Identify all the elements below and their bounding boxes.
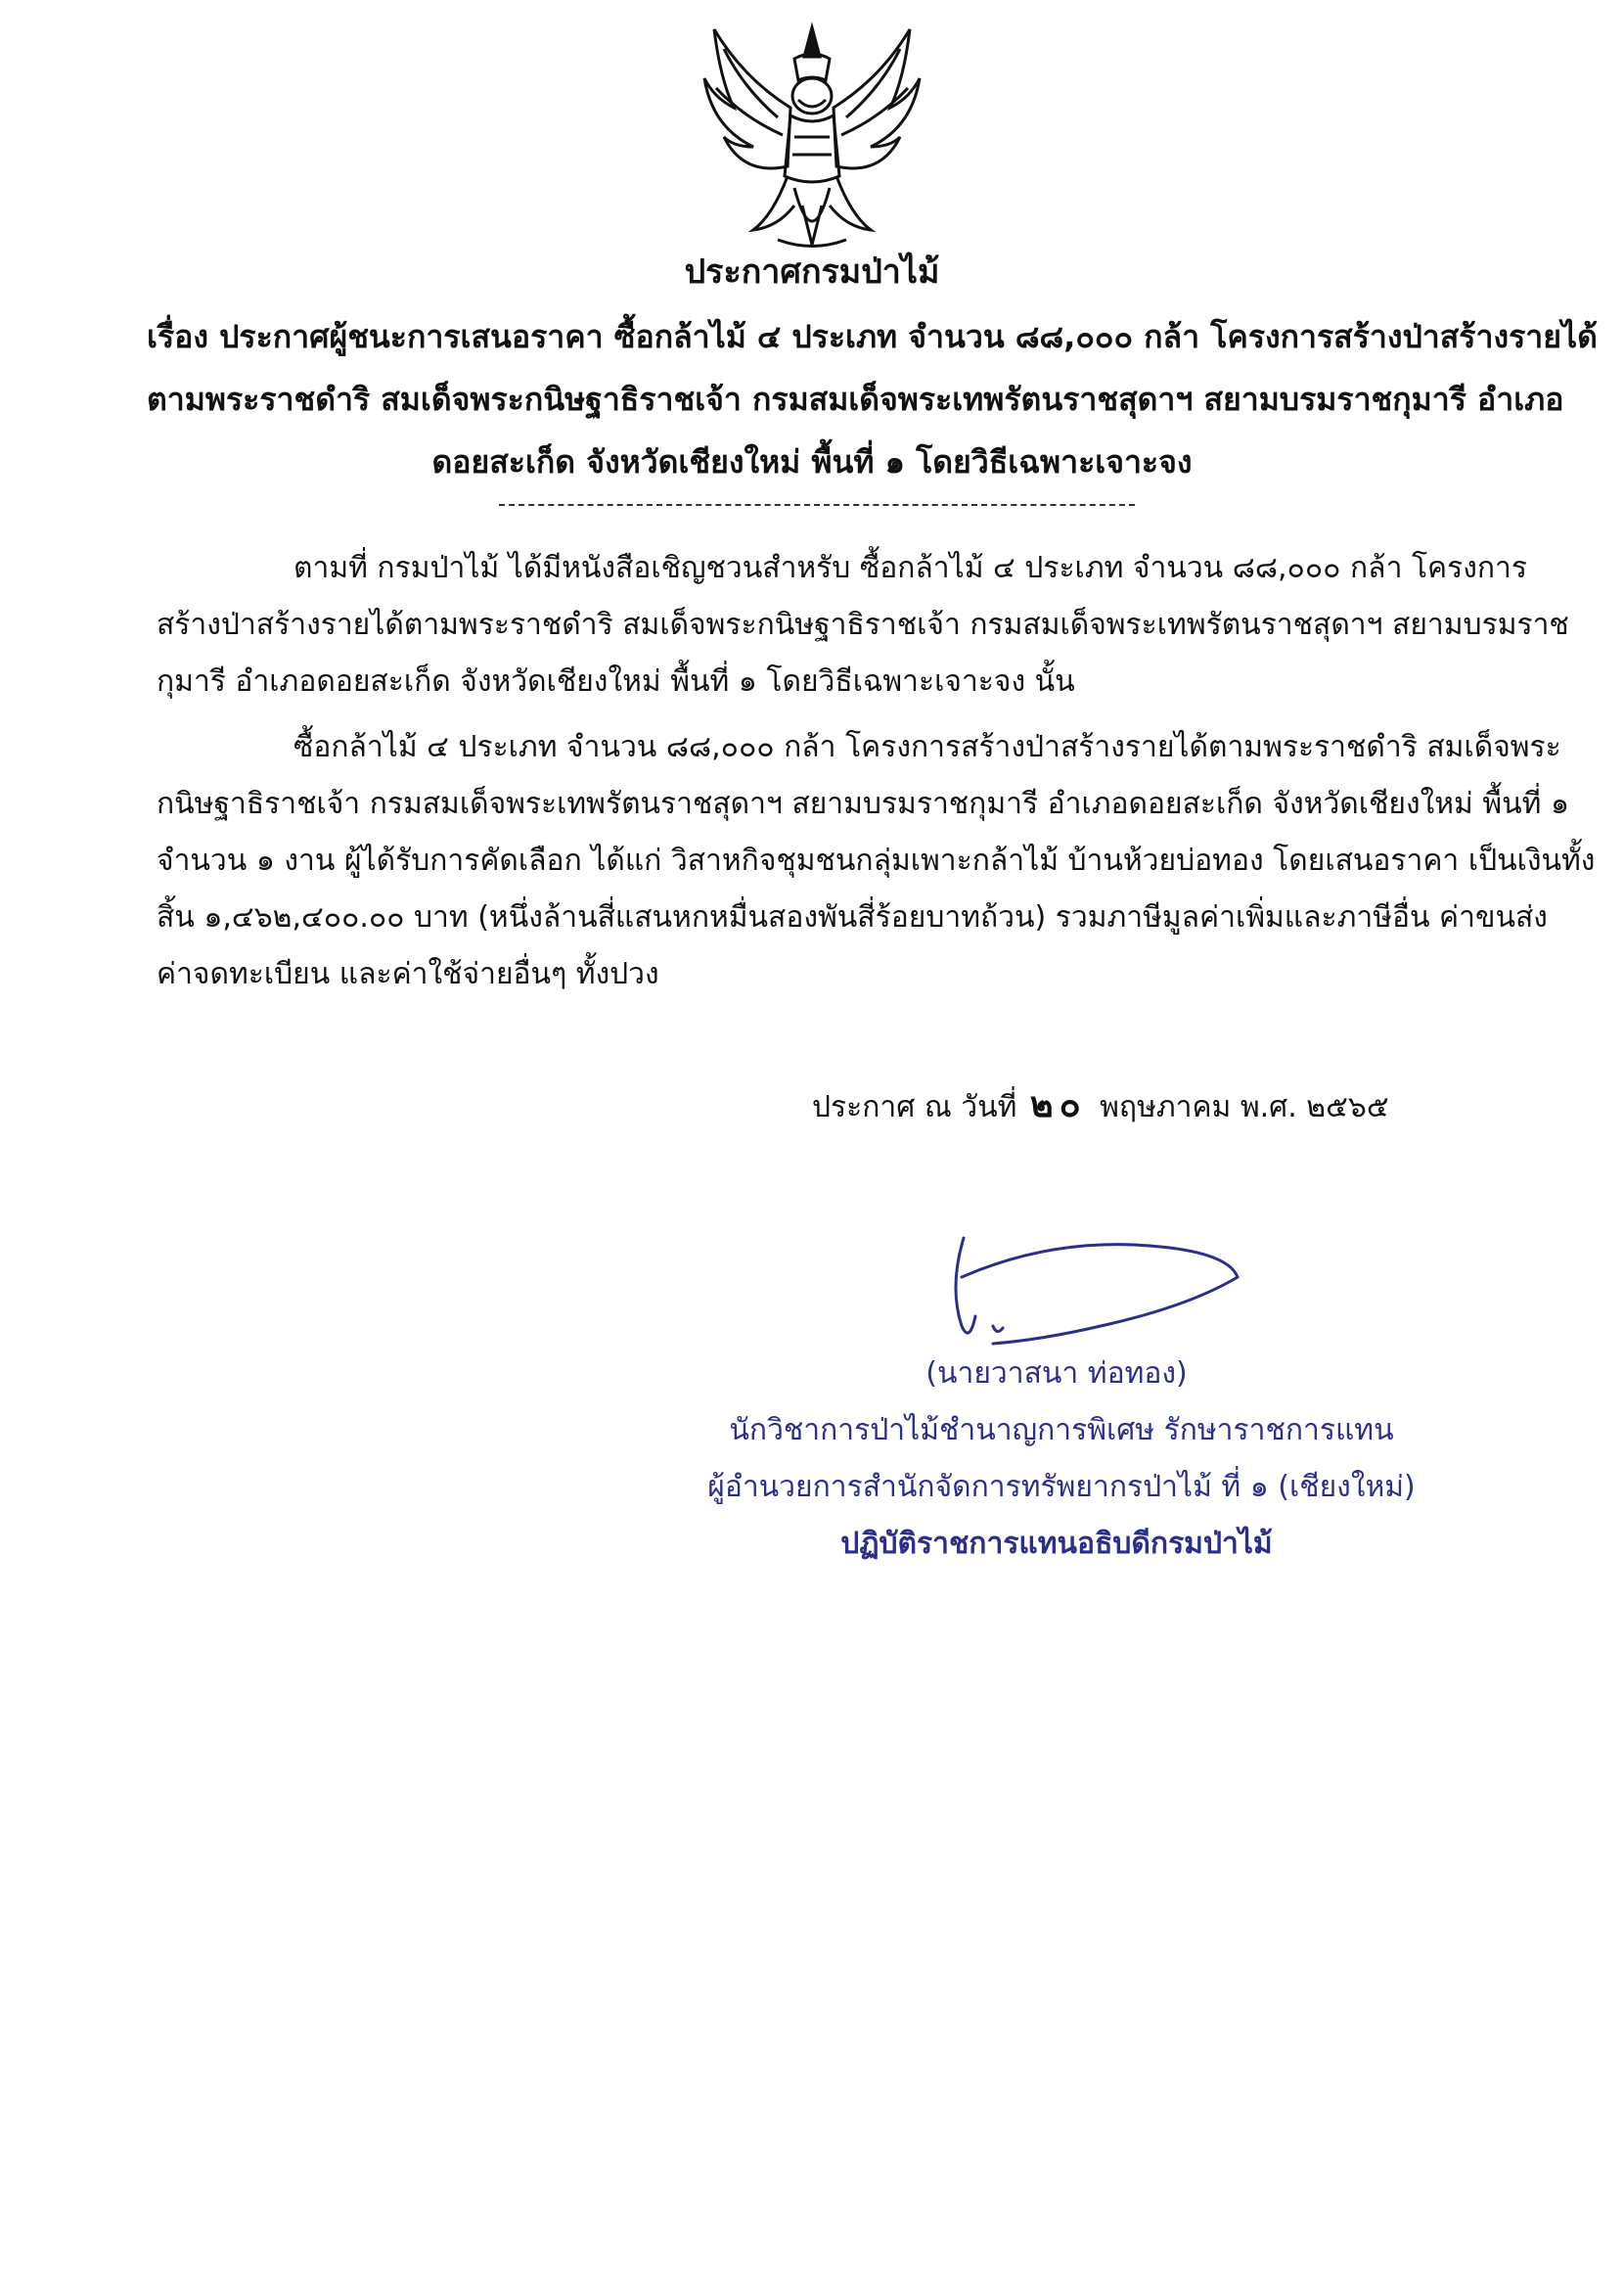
paragraph-line: ซื้อกล้าไม้ ๔ ประเภท จำนวน ๘๘,๐๐๐ กล้า โครงการสร้างป่าสร้างรายได้ตามพระราชดำริ สมเด็จพระ <box>293 730 1561 764</box>
signer-position: นักวิชาการป่าไม้ชำนาญการพิเศษ รักษาราชการแทน <box>729 1413 1394 1447</box>
paragraph-line: สิ้น ๑,๔๖๒,๔๐๐.๐๐ บาท (หนึ่งล้านสี่แสนหกหมื่นสองพันสี่ร้อยบาทถ้วน) รวมภาษีมูลค่าเพิ่มและภาษีอื่น ค่าขนส่ง <box>157 900 1548 935</box>
paragraph-2 <box>157 719 1596 1003</box>
subject-line: ดอยสะเก็ด จังหวัดเชียงใหม่ พื้นที่ ๑ โดยวิธีเฉพาะเจาะจง <box>431 443 1193 480</box>
separator-line <box>499 504 1135 506</box>
garuda-emblem-icon <box>685 20 939 259</box>
subject-block <box>147 305 1598 493</box>
date-month-year: พฤษภาคม พ.ศ. ๒๕๖๕ <box>1100 1090 1389 1124</box>
subject-line: ตามพระราชดำริ สมเด็จพระกนิษฐาธิราชเจ้า กรมสมเด็จพระเทพรัตนราชสุดาฯ สยามบรมราชกุมารี อำเภอ <box>147 381 1564 418</box>
signer-position: ผู้อำนวยการสำนักจัดการทรัพยากรป่าไม้ ที่ ๑ (เชียงใหม่) <box>707 1470 1416 1504</box>
date-day: ๒๐ <box>1029 1085 1087 1125</box>
paragraph-line: ค่าจดทะเบียน และค่าใช้จ่ายอื่นๆ ทั้งปวง <box>157 957 659 991</box>
subject-line: เรื่อง ประกาศผู้ชนะการเสนอราคา ซื้อกล้าไม้ ๔ ประเภท จำนวน ๘๘,๐๐๐ กล้า โครงการสร้างป่าสร้างรายได้ <box>147 318 1598 355</box>
paragraph-line: กนิษฐาธิราชเจ้า กรมสมเด็จพระเทพรัตนราชสุดาฯ สยามบรมราชกุมารี อำเภอดอยสะเก็ด จังหวัดเชียงใหม่ พื้นที่ ๑ <box>157 787 1569 821</box>
paragraph-1 <box>157 540 1569 710</box>
paragraph-line: จำนวน ๑ งาน ผู้ได้รับการคัดเลือก ได้แก่ วิสาหกิจชุมชนกลุ่มเพาะกล้าไม้ บ้านห้วยบ่อทอง โดยเสนอราคา เป็นเงินทั้ง <box>157 844 1596 878</box>
announcement-date <box>812 1076 1389 1132</box>
signer-name: (นายวาสนา ท่อทอง) <box>925 1356 1188 1391</box>
issuer-title: ประกาศกรมป่าไม้ <box>684 252 940 292</box>
paragraph-line: ตามที่ กรมป่าไม้ ได้มีหนังสือเชิญชวนสำหรับ ซื้อกล้าไม้ ๔ ประเภท จำนวน ๘๘,๐๐๐ กล้า โครงการ <box>293 551 1528 585</box>
signer-block <box>685 1346 1428 1573</box>
paragraph-line: กุมารี อำเภอดอยสะเก็ด จังหวัดเชียงใหม่ พื้นที่ ๑ โดยวิธีเฉพาะเจาะจง นั้น <box>157 664 1075 699</box>
paragraph-line: สร้างป่าสร้างรายได้ตามพระราชดำริ สมเด็จพระกนิษฐาธิราชเจ้า กรมสมเด็จพระเทพรัตนราชสุดาฯ สยามบรมราช <box>157 608 1569 642</box>
handwritten-signature <box>934 1218 1247 1355</box>
date-prefix: ประกาศ ณ วันที่ <box>812 1090 1017 1124</box>
signer-authority: ปฏิบัติราชการแทนอธิบดีกรมป่าไม้ <box>840 1527 1273 1561</box>
